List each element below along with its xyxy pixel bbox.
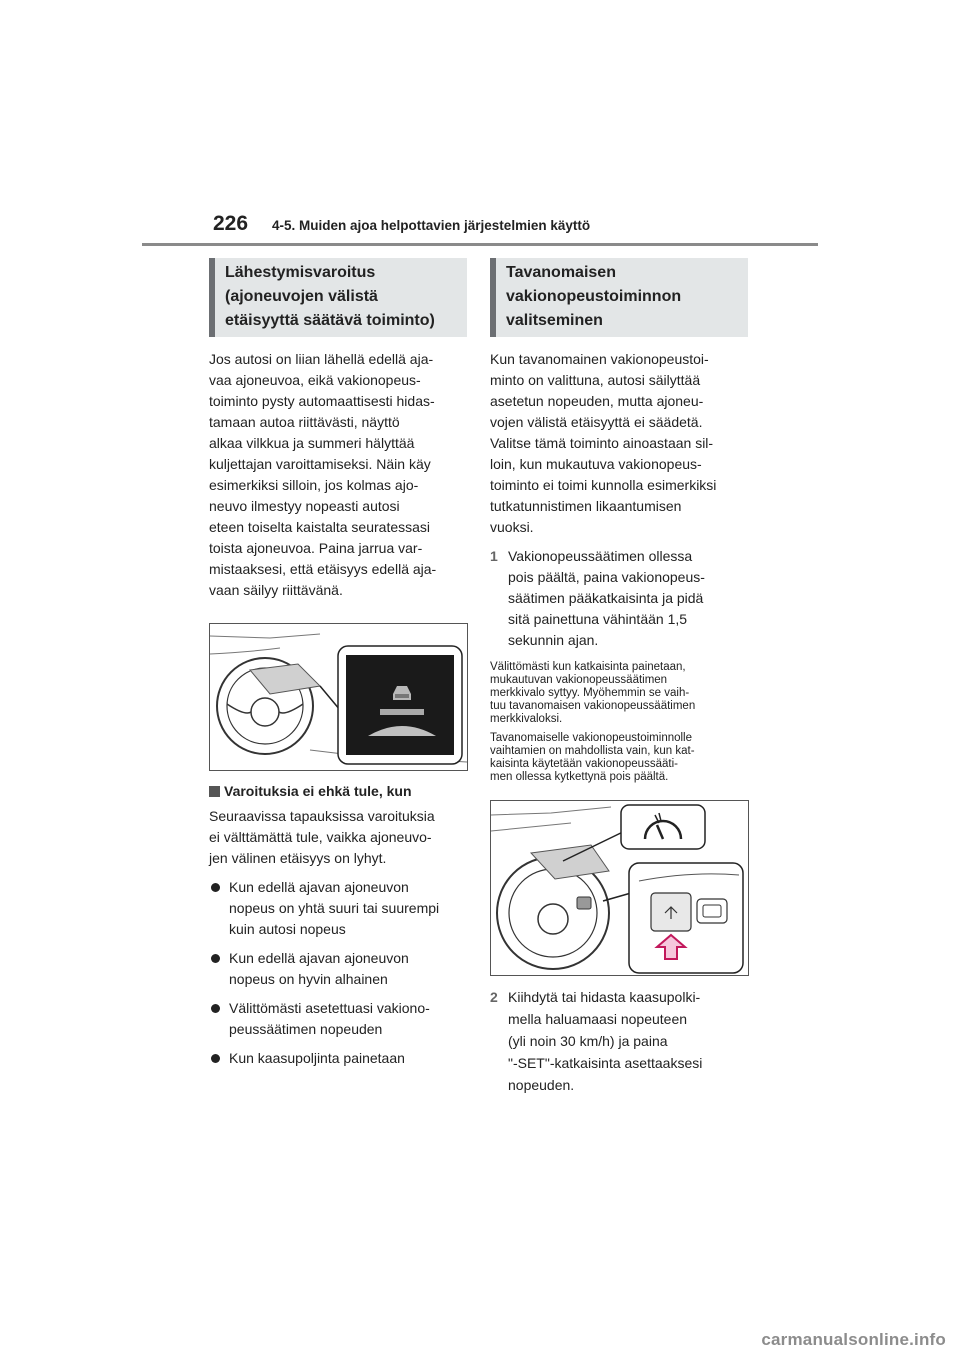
text-line: vaan säilyy riittävänä. — [209, 582, 343, 598]
text-line: sitä painettuna vähintään 1,5 — [508, 611, 688, 627]
heading-line: (ajoneuvojen välistä — [225, 288, 378, 305]
heading-line: Lähestymisvaroitus — [225, 264, 376, 281]
text-line: toiminto ei toimi kunnolla esimerkiksi — [490, 477, 717, 493]
text-line: vaa ajoneuvoa, eikä vakionopeus- — [209, 372, 421, 388]
text-line: minto on valittuna, autosi säilyttää — [490, 372, 701, 388]
text-line: men ollessa kytkettynä pois päältä. — [490, 771, 669, 783]
text-line: nopeuden. — [508, 1077, 575, 1093]
text-line: Kiihdytä tai hidasta kaasupolki- — [508, 989, 701, 1005]
figure-warning-display — [209, 623, 468, 771]
text-line: loin, kun mukautuva vakionopeus- — [490, 456, 702, 472]
heading-line: valitseminen — [506, 312, 603, 329]
text-line: vojen välistä etäisyyttä ei säädetä. — [490, 414, 703, 430]
text-line: toiminto pysty automaattisesti hidas- — [209, 393, 435, 409]
text-line: Kun edellä ajavan ajoneuvon — [229, 879, 409, 895]
text-line: kuljettajan varoittamiseksi. Näin käy — [209, 456, 431, 472]
text-line: kuin autosi nopeus — [229, 921, 346, 937]
heading-line: etäisyyttä säätävä toiminto) — [225, 312, 435, 329]
section-heading-conventional-cruise — [490, 258, 748, 337]
step-2 — [490, 986, 748, 1096]
bullet-dot-icon — [211, 883, 220, 892]
text-line: Kun edellä ajavan ajoneuvon — [229, 950, 409, 966]
section-heading-approach-warning — [209, 258, 467, 337]
text-line: neuvo ilmestyy nopeasti autosi — [209, 498, 400, 514]
text-line: Kun kaasupoljinta painetaan — [229, 1050, 405, 1066]
text-line: mukautuvan vakionopeussäätimen — [490, 674, 668, 686]
text-line: sekunnin ajan. — [508, 632, 599, 648]
text-line: eteen toiselta kaistalta seuratessasi — [209, 519, 431, 535]
right-column — [490, 258, 748, 1096]
text-line: vaihtamien on mahdollista vain, kun kat- — [490, 745, 695, 757]
text-line: mistaaksesi, että etäisyys edellä aja- — [209, 561, 437, 577]
square-bullet-icon — [209, 786, 220, 797]
step-1 — [490, 546, 748, 651]
bullet-dot-icon — [211, 1054, 220, 1063]
bullet-dot-icon — [211, 954, 220, 963]
figure-cruise-switch — [490, 800, 749, 976]
text-line: merkkivaloksi. — [490, 713, 563, 725]
text-line: (yli noin 30 km/h) ja paina — [508, 1033, 668, 1049]
text-line: nopeus on hyvin alhainen — [229, 971, 388, 987]
note-indicator-change — [490, 661, 748, 726]
text-line: tuu tavanomaisen vakionopeussäätimen — [490, 700, 696, 712]
steering-switch-illustration — [491, 801, 748, 975]
text-line: kaisinta käytetään vakionopeussääti- — [490, 758, 678, 770]
text-line: toista ajoneuvoa. Paina jarrua var- — [209, 540, 423, 556]
list-item — [209, 877, 467, 940]
step-number: 2 — [490, 989, 498, 1005]
conventional-cruise-text — [490, 349, 748, 538]
left-column — [209, 258, 467, 1069]
text-line: pois päältä, paina vakionopeus- — [508, 569, 705, 585]
text-line: asetetun nopeuden, mutta ajoneu- — [490, 393, 704, 409]
text-line: Valitse tämä toiminto ainoastaan sil- — [490, 435, 714, 451]
text-line: tutkatunnistimen likaantumisen — [490, 498, 682, 514]
text-line: merkkivalo syttyy. Myöhemmin se vaih- — [490, 687, 690, 699]
list-item — [209, 948, 467, 990]
subheading-text: Varoituksia ei ehkä tule, kun — [224, 783, 412, 799]
header-divider — [142, 243, 818, 246]
text-line: mella haluamaasi nopeuteen — [508, 1011, 688, 1027]
text-line: säätimen pääkatkaisinta ja pidä — [508, 590, 704, 606]
text-line: Vakionopeussäätimen ollessa — [508, 548, 693, 564]
text-line: esimerkiksi silloin, jos kolmas ajo- — [209, 477, 419, 493]
text-line: jen välinen etäisyys on lyhyt. — [209, 850, 387, 866]
text-line: tamaan autoa riittävästi, näyttö — [209, 414, 400, 430]
text-line: Seuraavissa tapauksissa varoituksia — [209, 808, 435, 824]
text-line: Kun tavanomainen vakionopeustoi- — [490, 351, 709, 367]
text-line: Tavanomaiselle vakionopeustoiminnolle — [490, 732, 693, 744]
subheading-warnings-may-not-occur — [209, 781, 467, 802]
text-line: Jos autosi on liian lähellä edellä aja- — [209, 351, 434, 367]
text-line: vuoksi. — [490, 519, 534, 535]
text-line: Välittömästi kun katkaisinta painetaan, — [490, 661, 686, 673]
text-line: peussäätimen nopeuden — [229, 1021, 383, 1037]
list-item — [209, 1048, 467, 1069]
chapter-title: 4-5. Muiden ajoa helpottavien järjestelmien käyttö — [272, 218, 591, 233]
page-number: 226 — [213, 212, 249, 235]
heading-line: Tavanomaisen — [506, 264, 616, 281]
watermark: carmanualsonline.info — [761, 1330, 946, 1349]
heading-line: vakionopeustoiminnon — [506, 288, 682, 305]
text-line: alkaa vilkkua ja summeri hälyttää — [209, 435, 415, 451]
bullet-dot-icon — [211, 1004, 220, 1013]
approach-warning-text — [209, 349, 467, 601]
text-line: nopeus on yhtä suuri tai suurempi — [229, 900, 440, 916]
note-switch-condition — [490, 732, 748, 784]
dashboard-illustration — [210, 624, 467, 770]
list-item — [209, 998, 467, 1040]
step-number: 1 — [490, 548, 498, 564]
text-line: Välittömästi asetettuasi vakiono- — [229, 1000, 430, 1016]
text-line: ei välttämättä tule, vaikka ajoneuvo- — [209, 829, 432, 845]
subheading-intro — [209, 806, 467, 869]
text-line: "-SET"-katkaisinta asettaaksesi — [508, 1055, 703, 1071]
